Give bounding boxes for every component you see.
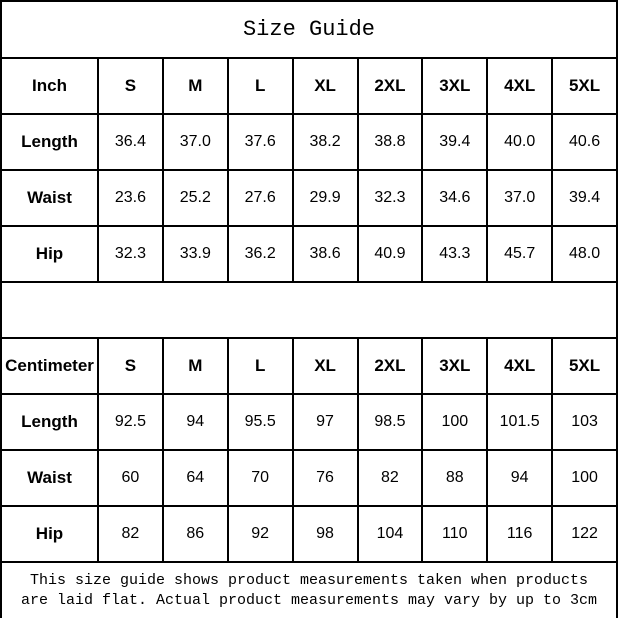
measurement-value-cell: 100 <box>422 394 487 450</box>
measurement-value-cell: 34.6 <box>422 170 487 226</box>
measurement-label-cell: Waist <box>1 170 98 226</box>
size-header-cell: XL <box>293 58 358 114</box>
measurement-value-cell: 37.0 <box>163 114 228 170</box>
size-header-cell: M <box>163 338 228 394</box>
measurement-value-cell: 88 <box>422 450 487 506</box>
size-header-cell: 5XL <box>552 58 617 114</box>
measurement-value-cell: 33.9 <box>163 226 228 282</box>
size-header-cell: L <box>228 58 293 114</box>
measurement-value-cell: 98 <box>293 506 358 562</box>
measurement-value-cell: 40.9 <box>358 226 423 282</box>
measurement-label-cell: Hip <box>1 506 98 562</box>
measurement-value-cell: 97 <box>293 394 358 450</box>
measurement-value-cell: 94 <box>163 394 228 450</box>
footnote-line: This size guide shows product measurements taken when products <box>29 572 589 590</box>
measurement-value-cell: 29.9 <box>293 170 358 226</box>
footnote-line: are laid flat. Actual product measurements may vary by up to 3cm <box>20 591 598 609</box>
measurement-row <box>1 114 617 170</box>
measurement-value-cell: 101.5 <box>487 394 552 450</box>
measurement-label-cell: Length <box>1 394 98 450</box>
measurement-row <box>1 170 617 226</box>
measurement-value-cell: 82 <box>358 450 423 506</box>
footnote-row <box>1 562 617 618</box>
measurement-value-cell: 32.3 <box>358 170 423 226</box>
measurement-value-cell: 36.4 <box>98 114 163 170</box>
size-header-cell: L <box>228 338 293 394</box>
measurement-value-cell: 38.2 <box>293 114 358 170</box>
measurement-value-cell: 86 <box>163 506 228 562</box>
measurement-value-cell: 60 <box>98 450 163 506</box>
measurement-value-cell: 64 <box>163 450 228 506</box>
measurement-value-cell: 23.6 <box>98 170 163 226</box>
size-header-cell: 4XL <box>487 58 552 114</box>
measurement-label-cell: Hip <box>1 226 98 282</box>
measurement-value-cell: 40.0 <box>487 114 552 170</box>
measurement-value-cell: 45.7 <box>487 226 552 282</box>
measurement-value-cell: 39.4 <box>552 170 617 226</box>
title-row <box>1 1 617 58</box>
measurement-row <box>1 506 617 562</box>
measurement-value-cell: 27.6 <box>228 170 293 226</box>
spacer-cell <box>1 282 617 338</box>
size-header-cell: S <box>98 58 163 114</box>
spacer-row <box>1 282 617 338</box>
measurement-value-cell: 40.6 <box>552 114 617 170</box>
unit-label-cell: Centimeter <box>1 338 98 394</box>
measurement-value-cell: 82 <box>98 506 163 562</box>
unit-header-row-inch <box>1 58 617 114</box>
measurement-value-cell: 37.0 <box>487 170 552 226</box>
measurement-value-cell: 122 <box>552 506 617 562</box>
measurement-value-cell: 103 <box>552 394 617 450</box>
measurement-value-cell: 36.2 <box>228 226 293 282</box>
measurement-value-cell: 98.5 <box>358 394 423 450</box>
unit-header-row-centimeter <box>1 338 617 394</box>
size-header-cell: 2XL <box>358 58 423 114</box>
size-header-cell: S <box>98 338 163 394</box>
size-header-cell: M <box>163 58 228 114</box>
size-header-cell: 4XL <box>487 338 552 394</box>
size-header-cell: 3XL <box>422 58 487 114</box>
page-title: Size Guide <box>1 1 617 58</box>
measurement-value-cell: 43.3 <box>422 226 487 282</box>
measurement-row <box>1 226 617 282</box>
footnote <box>1 562 617 618</box>
measurement-value-cell: 95.5 <box>228 394 293 450</box>
measurement-value-cell: 48.0 <box>552 226 617 282</box>
measurement-value-cell: 32.3 <box>98 226 163 282</box>
measurement-label-cell: Length <box>1 114 98 170</box>
measurement-row <box>1 394 617 450</box>
measurement-value-cell: 25.2 <box>163 170 228 226</box>
size-header-cell: 3XL <box>422 338 487 394</box>
measurement-value-cell: 94 <box>487 450 552 506</box>
measurement-value-cell: 38.8 <box>358 114 423 170</box>
measurement-value-cell: 38.6 <box>293 226 358 282</box>
measurement-row <box>1 450 617 506</box>
measurement-value-cell: 76 <box>293 450 358 506</box>
measurement-value-cell: 104 <box>358 506 423 562</box>
measurement-value-cell: 92.5 <box>98 394 163 450</box>
size-header-cell: XL <box>293 338 358 394</box>
measurement-value-cell: 92 <box>228 506 293 562</box>
measurement-value-cell: 100 <box>552 450 617 506</box>
measurement-value-cell: 110 <box>422 506 487 562</box>
measurement-label-cell: Waist <box>1 450 98 506</box>
unit-label-cell: Inch <box>1 58 98 114</box>
measurement-value-cell: 39.4 <box>422 114 487 170</box>
measurement-value-cell: 116 <box>487 506 552 562</box>
measurement-value-cell: 70 <box>228 450 293 506</box>
size-header-cell: 5XL <box>552 338 617 394</box>
measurement-value-cell: 37.6 <box>228 114 293 170</box>
size-header-cell: 2XL <box>358 338 423 394</box>
